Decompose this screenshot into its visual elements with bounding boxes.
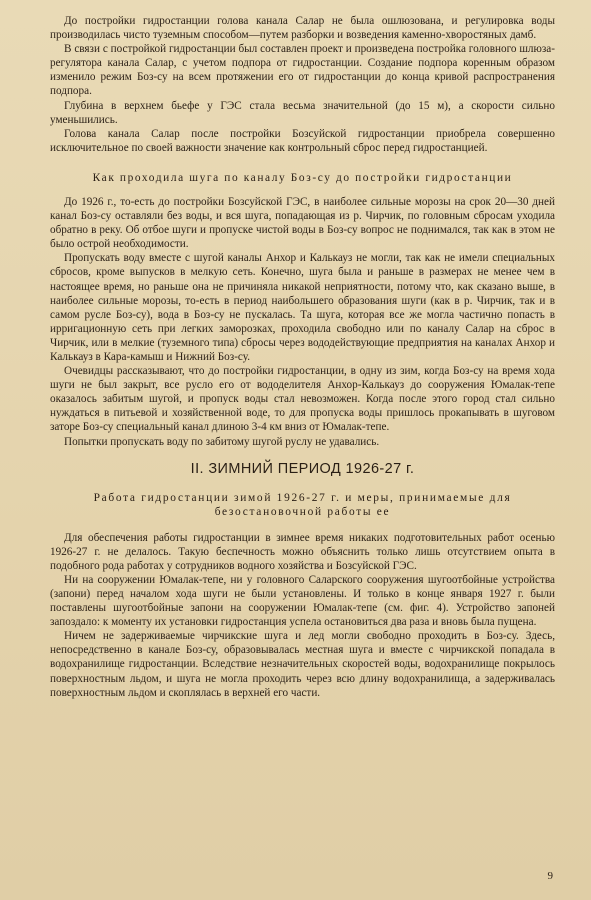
paragraph: До 1926 г., то-есть до постройки Бозсуйской ГЭС, в наиболее сильные морозы на срок 20—30 дней канал Боз-су оставляли без воды, и вся шуга, попадающая из р. Чирчик, по головным сбросам уходила обратно в реку. Об отбое шуги и пропуске чистой воды в Боз-су вопрос не поднимался, так как в этом не было острой необходимости. (50, 195, 555, 251)
paragraph: Глубина в верхнем бьефе у ГЭС стала весьма значительной (до 15 м), а скорости сильно уменьшились. (50, 99, 555, 126)
page-number: 9 (547, 870, 553, 882)
section-title: II. ЗИМНИЙ ПЕРИОД 1926-27 г. (190, 460, 415, 477)
paragraph: Очевидцы рассказывают, что до постройки гидростанции, в одну из зим, когда Боз-су на время хода шуги не был закрыт, все русло его от вододелителя Анхор-Калькауз до сооружения Юмалак-тепе оказалось забитым шугой, и пропуск воды стал невозможен. Когда после этого город стал сильно нуждаться в питьевой и хозяйственной воде, то для пропуска воды пришлось прокапывать в шуговом заторе Боз-су специальный канал длиною 3-4 км вниз от Юмалак-тепе. (50, 365, 555, 434)
paragraph: Ничем не задерживаемые чирчикские шуга и лед могли свободно проходить в Боз-су. Здесь, непосредственно в канале Боз-су, образовывалась местная шуга и вместе с чирчикской попадала в водохранилище гидростанции. Вследствие незначительных скоростей воды, водохранилище покрылось поверхностным льдом, и шуга не могла проходить через всю длину водохранилища, а задерживалась поверхностным льдом и скоплялась в верхней его части. (50, 630, 555, 699)
paragraph: Пропускать воду вместе с шугой каналы Анхор и Калькауз не могли, так как не имели специальных сбросов, кроме выпусков в мелкую сеть. Конечно, шуга была и раньше в размерах не менее чем в настоящее время, но раньше она не причиняла никакой неприятности, потому что, как сказано выше, в наиболее сильные морозы, то-есть в период наибольшего образования шуги (как в р. Чирчик, так и в самом русле Боз-су), вода в Боз-су не пускалась. Та шуга, которая все же могла частично попасть в ирригационную сеть при легких заморозках, проходила свободно или по каналу Салар на сброс в Чирчик, или в мелкие (туземного типа) сбросы через вододействующие предприятия на каналах Анхор и Калькауз в Кара-камыш и Нижний Боз-су. (50, 252, 555, 363)
paragraph: Для обеспечения работы гидростанции в зимнее время никаких подготовительных работ осенью 1926-27 г. не делалось. Такую беспечность можно объяснить только лишь отсутствием опыта в подобного рода работах у сотрудников водного хозяйства и Бозсуйской ГЭС. (50, 531, 555, 572)
section-subtitle: Работа гидростанции зимой 1926-27 г. и меры, принимаемые для безостановочной работы ее (93, 491, 512, 518)
paragraph: До постройки гидростанции голова канала Салар не была ошлюзована, и регулировка воды производилась чисто туземным способом—путем разборки и возведения каменно-хворостяных дамб. (50, 15, 555, 42)
paragraph: В связи с постройкой гидростанции был составлен проект и произведена постройка головного шлюза-регулятора канала Салар, с учетом подпора от гидростанции. Создание подпора коренным образом изменило режим Боз-су на всем протяжении его от гидростанции до конца кривой распространения подпора. (50, 43, 555, 98)
paragraph: Голова канала Салар после постройки Бозсуйской гидростанции приобрела совершенно исключительное по своей важности значение как контрольный сброс перед гидростанцией. (50, 127, 555, 154)
paragraph: Ни на сооружении Юмалак-тепе, ни у головного Саларского сооружения шугоотбойные устройства (запони) перед началом хода шуги не были установлены. И только в конце января 1927 г. были поставлены шугоотбойные запони на сооружении Юмалак-тепе (см. фиг. 4). Устройство запоней запоздало: к моменту их установки гидростанция успела остановиться два раза и вновь была пущена. (50, 573, 555, 629)
paragraph: Попытки пропускать воду по забитому шугой руслу не удавались. (64, 435, 380, 448)
heading-shuga: Как проходила шуга по каналу Боз-су до постройки гидростанции (92, 171, 513, 184)
